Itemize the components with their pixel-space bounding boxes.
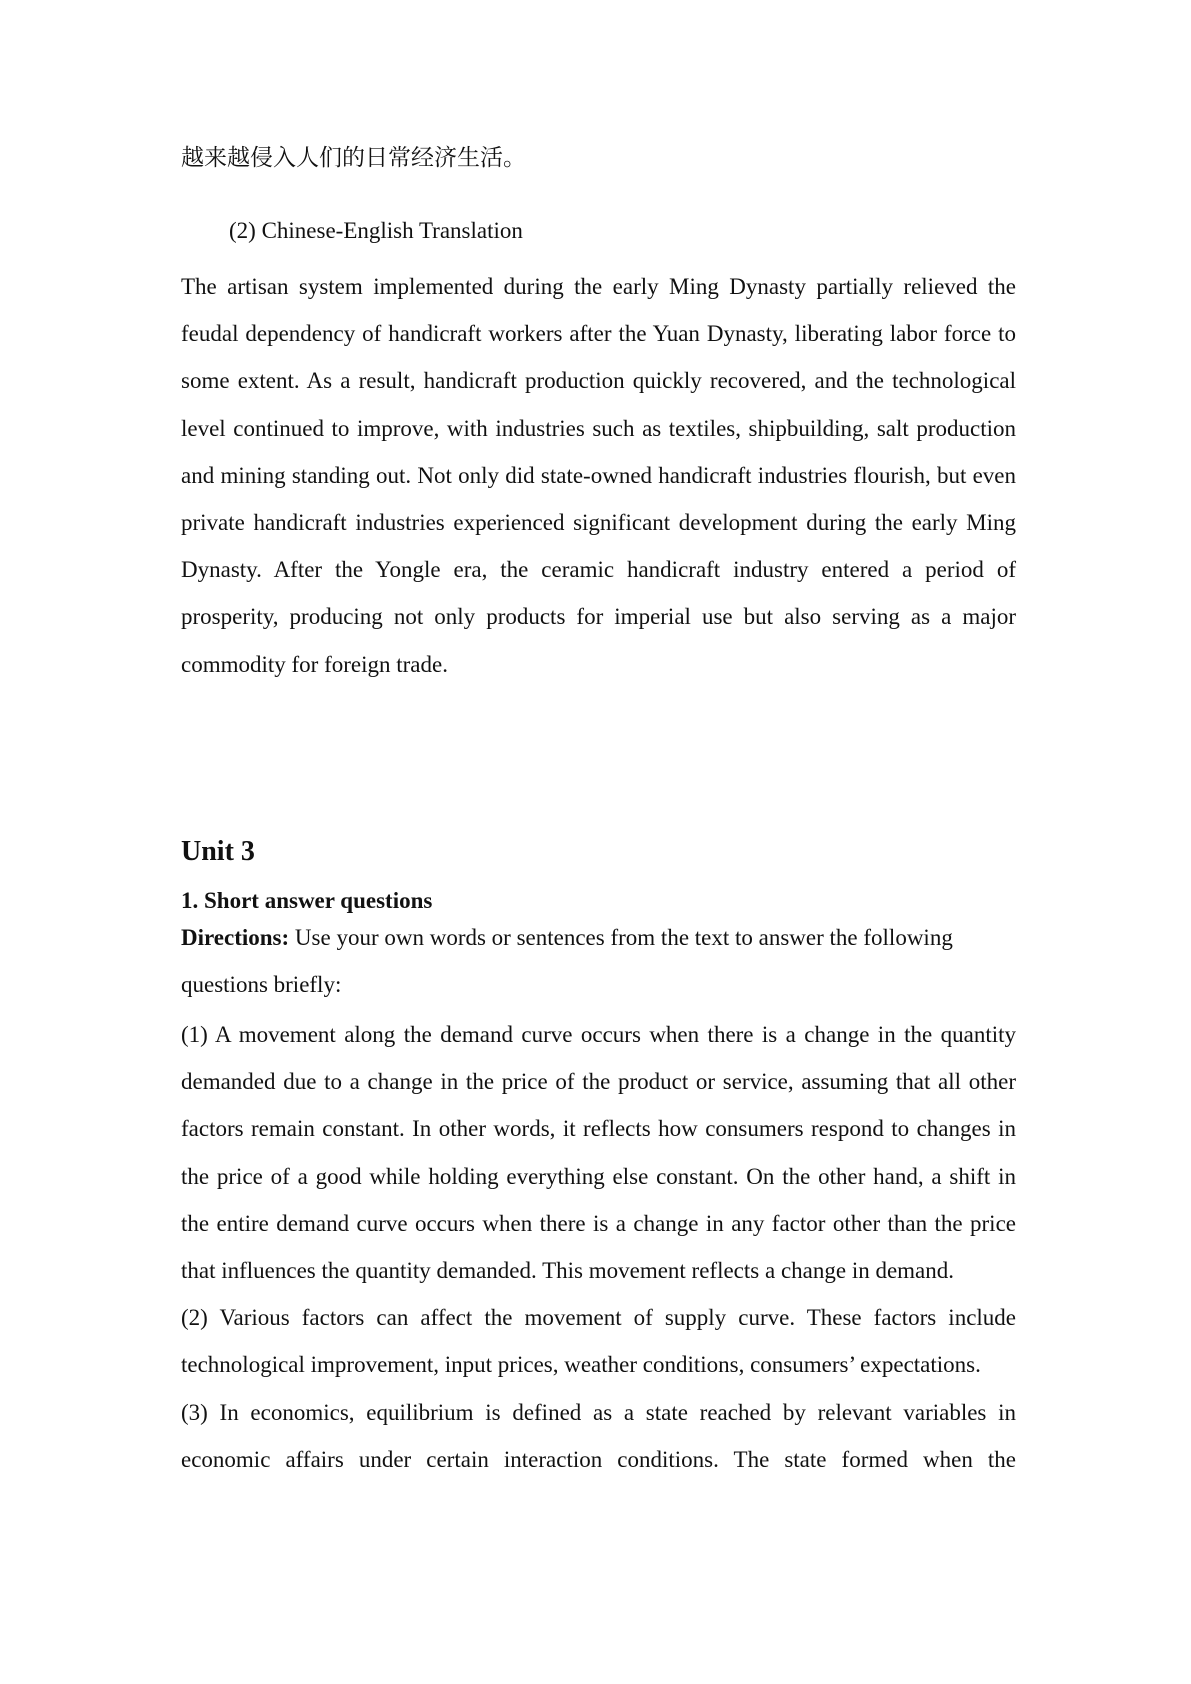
translation-heading: (2) Chinese-English Translation <box>229 218 523 243</box>
answers-list <box>181 1011 1016 1483</box>
chinese-text-line: 越来越侵入人们的日常经济生活。 <box>181 145 526 170</box>
translation-paragraph: The artisan system implemented during the early Ming Dynasty partially relieved the feudal dependency of handicraft workers after the Yuan Dynasty, liberating labor force to some extent. As a result, handicraft production quickly recovered, and the technological level continued to improve, with industries such as textiles, shipbuilding, salt production and mining standing out. Not only did state-owned handicraft industries flourish, but even private handicraft industries experienced significant development during the early Ming Dynasty. After the Yongle era, the ceramic handicraft industry entered a period of prosperity, producing not only products for imperial use but also serving as a major commodity for foreign trade. <box>181 274 1016 677</box>
unit-title: Unit 3 <box>181 836 255 867</box>
section-title: 1. Short answer questions <box>181 888 433 913</box>
answer-3: (3) In economics, equilibrium is defined as a state reached by relevant variables in economic affairs under certain interaction conditions. The state formed when the <box>181 1399 1016 1472</box>
answer-1: (1) A movement along the demand curve occurs when there is a change in the quantity demanded due to a change in the price of the product or service, assuming that all other factors remain constant. In other words, it reflects how consumers respond to changes in the price of a good while holding everything else constant. On the other hand, a shift in the entire demand curve occurs when there is a change in any factor other than the price that influences the quantity demanded. This movement reflects a change in demand. <box>181 1022 1016 1284</box>
directions <box>181 914 1016 1008</box>
directions-label: Directions: <box>181 925 290 950</box>
answer-2: (2) Various factors can affect the movement of supply curve. These factors include technological improvement, input prices, weather conditions, consumers’ expectations. <box>181 1305 1016 1378</box>
directions-text: Use your own words or sentences from the text to answer the following questions briefly: <box>181 925 953 997</box>
